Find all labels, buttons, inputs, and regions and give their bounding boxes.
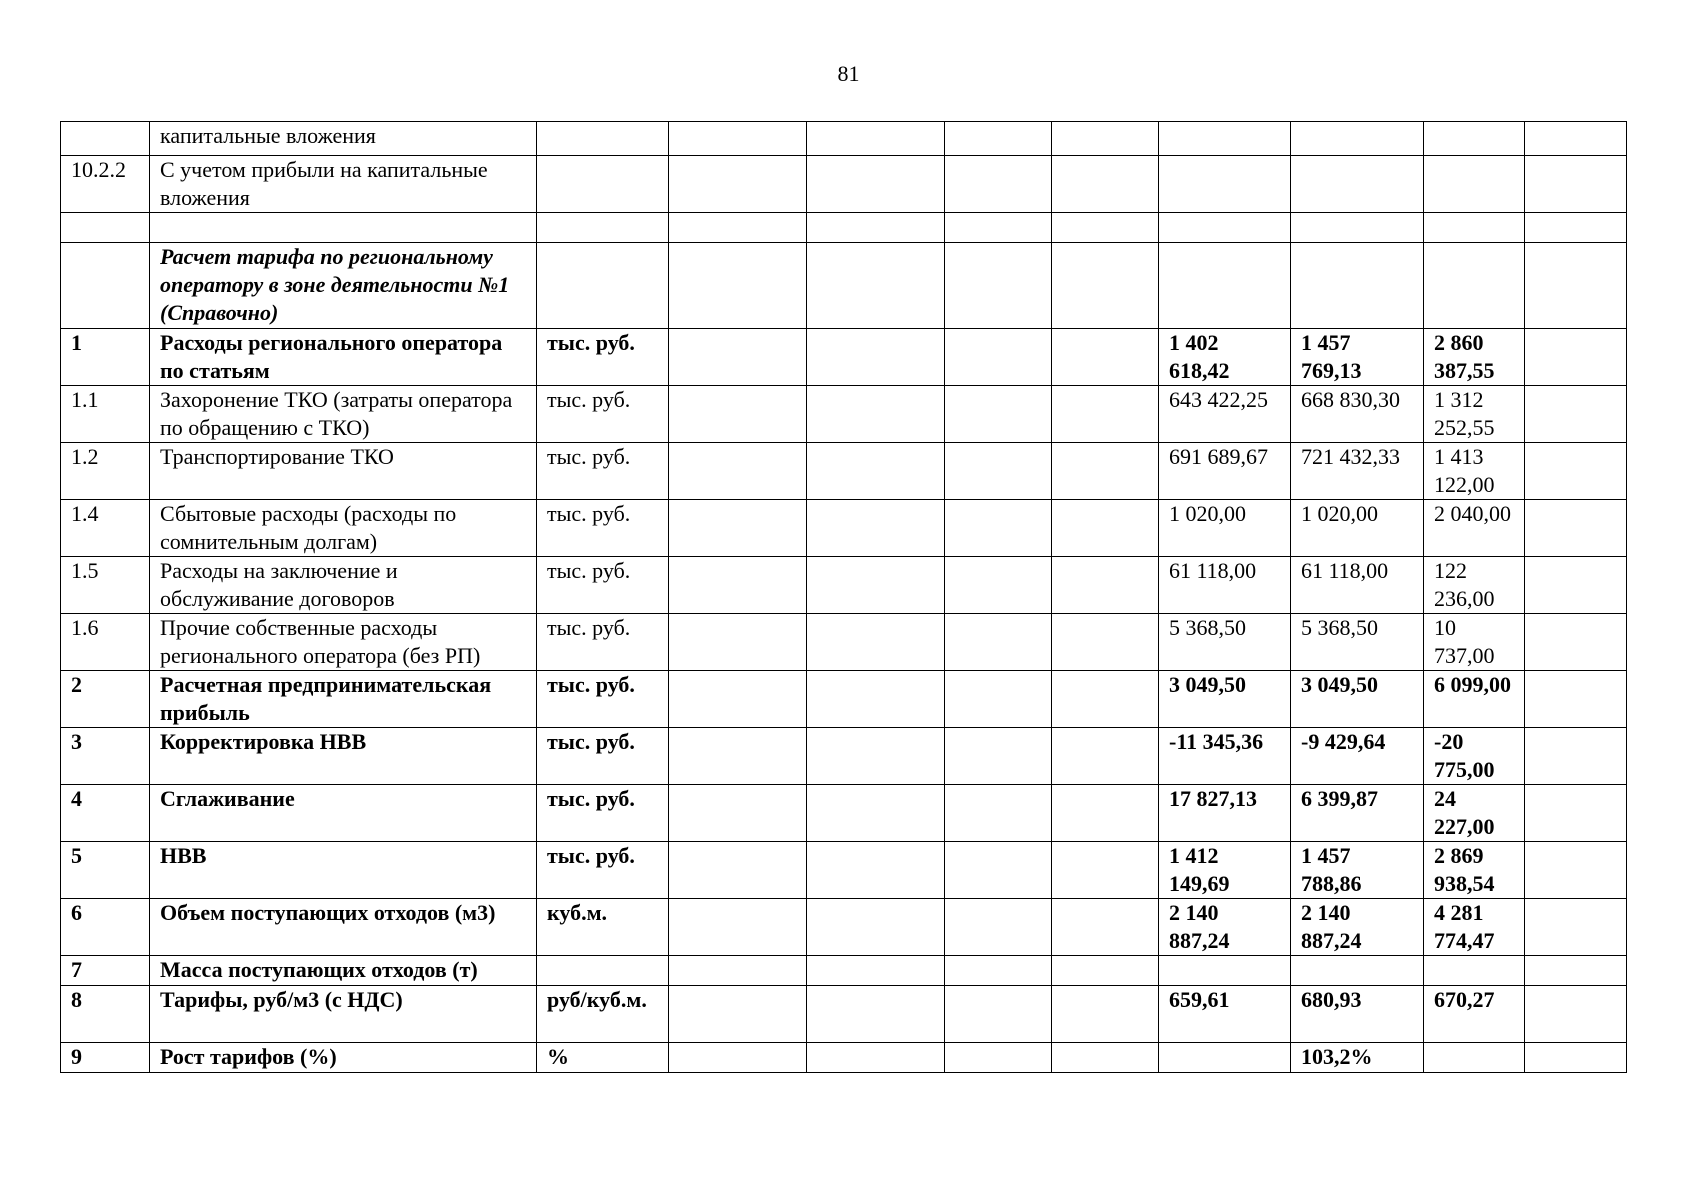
cell-row-number: 10.2.2 [61, 156, 150, 213]
cell-value-2: 5 368,50 [1291, 614, 1424, 671]
cell-value-1 [1159, 1043, 1291, 1073]
cell-value-1: 643 422,25 [1159, 386, 1291, 443]
cell-value-1: 2 140 887,24 [1159, 899, 1291, 956]
cell-value-total: 1 413 122,00 [1424, 443, 1525, 500]
cell-col-6 [945, 329, 1052, 386]
cell-col-4 [669, 500, 807, 557]
cell-row-name: Расходы на заключение и обслуживание договоров [150, 557, 537, 614]
cell-row-name: Рост тарифов (%) [150, 1043, 537, 1073]
cell-value-total: 4 281 774,47 [1424, 899, 1525, 956]
cell-col-4 [669, 213, 807, 243]
cell-col-4 [669, 329, 807, 386]
cell-value-total: 10 737,00 [1424, 614, 1525, 671]
cell-col-6 [945, 243, 1052, 329]
cell-col-7 [1052, 443, 1159, 500]
cell-value-2: 680,93 [1291, 986, 1424, 1043]
cell-unit: тыс. руб. [537, 785, 669, 842]
table-body [61, 122, 1627, 1073]
cell-col-11 [1525, 956, 1627, 986]
cell-value-2: 2 140 887,24 [1291, 899, 1424, 956]
cell-col-7 [1052, 899, 1159, 956]
cell-row-name: Тарифы, руб/м3 (с НДС) [150, 986, 537, 1043]
cell-unit [537, 156, 669, 213]
cell-unit: тыс. руб. [537, 557, 669, 614]
cell-col-5 [807, 500, 945, 557]
cell-value-total [1424, 1043, 1525, 1073]
cell-unit: тыс. руб. [537, 500, 669, 557]
cell-value-2: 1 457 788,86 [1291, 842, 1424, 899]
cell-col-5 [807, 213, 945, 243]
table-row [61, 500, 1627, 557]
cell-row-number: 1.6 [61, 614, 150, 671]
cell-col-11 [1525, 728, 1627, 785]
cell-col-6 [945, 671, 1052, 728]
cell-col-5 [807, 557, 945, 614]
cell-value-1: -11 345,36 [1159, 728, 1291, 785]
cell-col-6 [945, 213, 1052, 243]
cell-row-number: 1.5 [61, 557, 150, 614]
cell-row-number [61, 213, 150, 243]
cell-col-7 [1052, 557, 1159, 614]
cell-col-4 [669, 156, 807, 213]
cell-value-1 [1159, 956, 1291, 986]
cell-col-5 [807, 156, 945, 213]
cell-col-11 [1525, 842, 1627, 899]
cell-col-4 [669, 122, 807, 156]
cell-col-6 [945, 122, 1052, 156]
cell-col-11 [1525, 614, 1627, 671]
cell-col-6 [945, 156, 1052, 213]
cell-col-7 [1052, 956, 1159, 986]
cell-col-11 [1525, 557, 1627, 614]
cell-col-6 [945, 500, 1052, 557]
cell-col-4 [669, 386, 807, 443]
cell-col-11 [1525, 899, 1627, 956]
cell-col-11 [1525, 156, 1627, 213]
cell-row-name: Захоронение ТКО (затраты оператора по обращению с ТКО) [150, 386, 537, 443]
cell-row-number: 1.4 [61, 500, 150, 557]
cell-col-5 [807, 443, 945, 500]
table-row [61, 728, 1627, 785]
cell-row-number [61, 243, 150, 329]
cell-value-total: 670,27 [1424, 986, 1525, 1043]
cell-value-1: 61 118,00 [1159, 557, 1291, 614]
table-row [61, 213, 1627, 243]
cell-value-1: 1 402 618,42 [1159, 329, 1291, 386]
cell-col-5 [807, 243, 945, 329]
cell-value-2: 1 457 769,13 [1291, 329, 1424, 386]
table-row [61, 899, 1627, 956]
cell-col-5 [807, 842, 945, 899]
cell-col-11 [1525, 213, 1627, 243]
cell-value-total [1424, 213, 1525, 243]
cell-col-7 [1052, 122, 1159, 156]
cell-unit: руб/куб.м. [537, 986, 669, 1043]
cell-value-total: 2 040,00 [1424, 500, 1525, 557]
cell-col-7 [1052, 785, 1159, 842]
cell-col-11 [1525, 1043, 1627, 1073]
cell-row-name: С учетом прибыли на капитальные вложения [150, 156, 537, 213]
cell-col-4 [669, 671, 807, 728]
cell-col-5 [807, 329, 945, 386]
table-row [61, 329, 1627, 386]
cell-unit: тыс. руб. [537, 329, 669, 386]
cell-col-5 [807, 1043, 945, 1073]
cell-value-1: 17 827,13 [1159, 785, 1291, 842]
cell-value-1 [1159, 156, 1291, 213]
cell-row-name: Корректировка НВВ [150, 728, 537, 785]
cell-col-11 [1525, 122, 1627, 156]
cell-value-total [1424, 243, 1525, 329]
cell-col-5 [807, 728, 945, 785]
cell-col-7 [1052, 728, 1159, 785]
cell-value-1: 659,61 [1159, 986, 1291, 1043]
cell-col-6 [945, 443, 1052, 500]
cell-unit [537, 122, 669, 156]
cell-col-11 [1525, 386, 1627, 443]
cell-col-4 [669, 1043, 807, 1073]
table-row [61, 785, 1627, 842]
table-row [61, 122, 1627, 156]
cell-col-11 [1525, 329, 1627, 386]
cell-unit: тыс. руб. [537, 614, 669, 671]
cell-col-4 [669, 614, 807, 671]
cell-row-name: Сглаживание [150, 785, 537, 842]
cell-col-4 [669, 842, 807, 899]
cell-row-number: 1.1 [61, 386, 150, 443]
cell-value-2 [1291, 156, 1424, 213]
cell-unit: тыс. руб. [537, 671, 669, 728]
cell-row-name: Расчет тарифа по региональному оператору в зоне деятельности №1 (Справочно) [150, 243, 537, 329]
cell-col-11 [1525, 443, 1627, 500]
cell-col-7 [1052, 671, 1159, 728]
cell-value-2: 6 399,87 [1291, 785, 1424, 842]
cell-row-name: Расходы регионального оператора по статьям [150, 329, 537, 386]
cell-row-name: НВВ [150, 842, 537, 899]
cell-col-11 [1525, 671, 1627, 728]
cell-row-name: Масса поступающих отходов (т) [150, 956, 537, 986]
cell-value-2: 668 830,30 [1291, 386, 1424, 443]
cell-col-5 [807, 122, 945, 156]
cell-value-2 [1291, 243, 1424, 329]
cell-value-total [1424, 122, 1525, 156]
cell-value-total: 1 312 252,55 [1424, 386, 1525, 443]
cell-unit: тыс. руб. [537, 842, 669, 899]
cell-col-6 [945, 899, 1052, 956]
cell-col-11 [1525, 785, 1627, 842]
cell-unit [537, 213, 669, 243]
cell-value-total: 122 236,00 [1424, 557, 1525, 614]
cell-value-2 [1291, 956, 1424, 986]
cell-col-4 [669, 443, 807, 500]
cell-col-5 [807, 386, 945, 443]
cell-col-6 [945, 986, 1052, 1043]
cell-row-number: 6 [61, 899, 150, 956]
cell-value-2: 103,2% [1291, 1043, 1424, 1073]
cell-unit: тыс. руб. [537, 443, 669, 500]
table-row [61, 386, 1627, 443]
table-row [61, 986, 1627, 1043]
table-row [61, 671, 1627, 728]
cell-col-4 [669, 243, 807, 329]
cell-row-number: 4 [61, 785, 150, 842]
cell-value-2: 721 432,33 [1291, 443, 1424, 500]
cell-value-total: 2 860 387,55 [1424, 329, 1525, 386]
cell-value-2: 3 049,50 [1291, 671, 1424, 728]
table-row [61, 243, 1627, 329]
cell-value-total: 24 227,00 [1424, 785, 1525, 842]
cell-value-2: -9 429,64 [1291, 728, 1424, 785]
cell-value-total: 2 869 938,54 [1424, 842, 1525, 899]
cell-col-5 [807, 956, 945, 986]
cell-value-2 [1291, 213, 1424, 243]
cell-col-11 [1525, 986, 1627, 1043]
cell-col-4 [669, 728, 807, 785]
cell-unit: тыс. руб. [537, 386, 669, 443]
cell-col-7 [1052, 243, 1159, 329]
cell-row-number: 7 [61, 956, 150, 986]
cell-value-1 [1159, 243, 1291, 329]
cell-value-2 [1291, 122, 1424, 156]
cell-col-6 [945, 614, 1052, 671]
table-row [61, 1043, 1627, 1073]
cell-row-number: 1 [61, 329, 150, 386]
table-row [61, 842, 1627, 899]
cell-col-5 [807, 899, 945, 956]
cell-value-1 [1159, 122, 1291, 156]
cell-col-5 [807, 614, 945, 671]
cell-row-name: капитальные вложения [150, 122, 537, 156]
cell-row-number: 8 [61, 986, 150, 1043]
cell-unit [537, 956, 669, 986]
cell-col-7 [1052, 1043, 1159, 1073]
tariff-table [60, 121, 1627, 1073]
cell-value-1: 3 049,50 [1159, 671, 1291, 728]
cell-value-1: 1 020,00 [1159, 500, 1291, 557]
cell-row-number [61, 122, 150, 156]
cell-row-name: Сбытовые расходы (расходы по сомнительным долгам) [150, 500, 537, 557]
cell-col-11 [1525, 500, 1627, 557]
cell-value-1: 691 689,67 [1159, 443, 1291, 500]
cell-col-6 [945, 386, 1052, 443]
table-row [61, 156, 1627, 213]
cell-col-4 [669, 956, 807, 986]
cell-row-number: 1.2 [61, 443, 150, 500]
cell-col-6 [945, 1043, 1052, 1073]
cell-value-2: 1 020,00 [1291, 500, 1424, 557]
cell-value-total [1424, 156, 1525, 213]
cell-row-number: 9 [61, 1043, 150, 1073]
cell-col-4 [669, 557, 807, 614]
cell-col-4 [669, 986, 807, 1043]
cell-col-6 [945, 728, 1052, 785]
cell-value-1 [1159, 213, 1291, 243]
cell-unit: куб.м. [537, 899, 669, 956]
cell-col-7 [1052, 500, 1159, 557]
cell-row-name: Транспортирование ТКО [150, 443, 537, 500]
cell-value-1: 5 368,50 [1159, 614, 1291, 671]
cell-row-name [150, 213, 537, 243]
cell-unit: % [537, 1043, 669, 1073]
cell-col-7 [1052, 614, 1159, 671]
cell-col-7 [1052, 986, 1159, 1043]
cell-row-number: 3 [61, 728, 150, 785]
table-row [61, 443, 1627, 500]
cell-col-11 [1525, 243, 1627, 329]
cell-col-7 [1052, 156, 1159, 213]
cell-value-total: -20 775,00 [1424, 728, 1525, 785]
cell-col-7 [1052, 842, 1159, 899]
table-row [61, 557, 1627, 614]
cell-value-1: 1 412 149,69 [1159, 842, 1291, 899]
cell-col-5 [807, 785, 945, 842]
cell-col-6 [945, 956, 1052, 986]
cell-row-name: Объем поступающих отходов (м3) [150, 899, 537, 956]
cell-row-number: 2 [61, 671, 150, 728]
cell-row-name: Расчетная предпринимательская прибыль [150, 671, 537, 728]
cell-unit [537, 243, 669, 329]
cell-col-4 [669, 785, 807, 842]
cell-col-7 [1052, 213, 1159, 243]
cell-col-7 [1052, 329, 1159, 386]
cell-col-6 [945, 785, 1052, 842]
cell-row-number: 5 [61, 842, 150, 899]
cell-value-2: 61 118,00 [1291, 557, 1424, 614]
cell-unit: тыс. руб. [537, 728, 669, 785]
cell-col-6 [945, 557, 1052, 614]
cell-row-name: Прочие собственные расходы регионального оператора (без РП) [150, 614, 537, 671]
page-number: 81 [837, 61, 860, 86]
table-row [61, 614, 1627, 671]
cell-value-total: 6 099,00 [1424, 671, 1525, 728]
cell-col-7 [1052, 386, 1159, 443]
table-row [61, 956, 1627, 986]
cell-col-4 [669, 899, 807, 956]
cell-col-5 [807, 671, 945, 728]
cell-col-5 [807, 986, 945, 1043]
cell-value-total [1424, 956, 1525, 986]
cell-col-6 [945, 842, 1052, 899]
